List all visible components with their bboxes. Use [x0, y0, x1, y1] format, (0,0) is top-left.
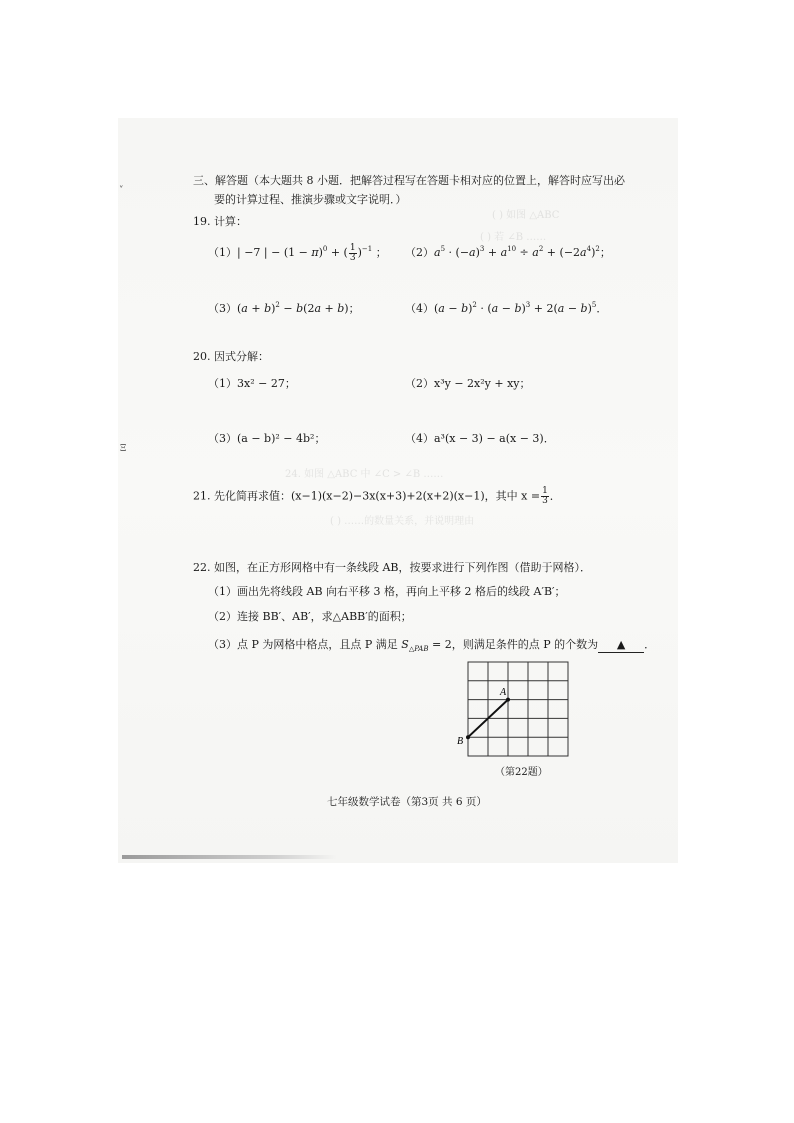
q22-part2: （2）连接 BB′、AB′，求△ABB′的面积；: [208, 610, 412, 623]
q19-part3: [208, 298, 360, 316]
q19-part4: [405, 298, 607, 316]
q20-part1: （1）3x² − 27；: [208, 377, 296, 390]
q19-part2-label: （2）: [405, 246, 434, 259]
bleed-through-text: 24. 如图 △ABC 中 ∠C > ∠B ……: [285, 469, 444, 480]
q21-fraction-den: 3: [542, 496, 548, 506]
page-footer: 七年级数学试卷（第3页 共 6 页）: [327, 796, 487, 808]
section-title-line1: 三、解答题（本大题共 8 小题．把解答过程写在答题卡相对应的位置上，解答时应写出必: [193, 174, 625, 187]
grid-lines: [468, 662, 568, 756]
q22-part3: [208, 638, 655, 656]
q19-part1-label: （1）: [208, 246, 237, 259]
answer-blank: [598, 638, 644, 653]
q19-part3-expr: $(a + b)^2 - b(2a + b)$；: [237, 301, 360, 315]
bleed-through-text: ( ) 如图 △ABC: [492, 210, 560, 221]
margin-mark: ˅: [119, 186, 124, 196]
q21-question: 21. 先化简再求值：(x−1)(x−2)−3x(x+3)+2(x+2)(x−1)，其中 x = $\frac{1}{3}$ ．: [193, 486, 561, 506]
figure-caption: （第22题）: [495, 767, 548, 778]
q20-part2: （2）x³y − 2x²y + xy；: [405, 377, 531, 390]
point-a: [506, 698, 510, 702]
section-title-line2: 要的计算过程、推演步骤或文字说明．）: [214, 193, 407, 206]
q20-part3: （3）(a − b)² − 4b²；: [208, 432, 326, 445]
q21-fraction: [541, 487, 549, 506]
q22-part3-text-b: = 2，则满足条件的点 P 的个数为: [428, 638, 599, 651]
q19-part2: [405, 242, 611, 260]
square-grid-figure: [455, 658, 575, 760]
q22-label: 22. 如图，在正方形网格中有一条线段 AB，按要求进行下列作图（借助于网格）．: [193, 561, 592, 574]
q22-area-symbol: S: [401, 638, 409, 651]
q21-text: 21. 先化简再求值：(x−1)(x−2)−3x(x+3)+2(x+2)(x−1)，其中: [193, 489, 518, 503]
bleed-through-text: ( ) 若 ∠B ……: [480, 232, 547, 243]
point-a-label: A: [500, 687, 507, 698]
q19-part4-label: （4）: [405, 302, 434, 315]
q19-part2-expr: $a^5 \cdot (-a)^3 + a^{10} \div a^2 + (-2a^4)^2$；: [434, 245, 611, 259]
q19-part4-expr: $(a - b)^2 \cdot (a - b)^3 + 2(a - b)^5$．: [434, 301, 608, 315]
q22-part3-end: ．: [644, 638, 656, 651]
q22-part3-text-a: （3）点 P 为网格中格点，且点 P 满足: [208, 638, 402, 651]
q19-part1: [208, 242, 387, 263]
triangle-icon: ▲: [616, 638, 626, 651]
q19-part1-expr: | −7 | − $(1 - \pi)^0$ + ( $\frac{1}{3}$ )$^{-1}$ ；: [237, 242, 387, 263]
q19-label: 19. 计算：: [193, 215, 247, 228]
q20-label: 20. 因式分解：: [193, 350, 269, 363]
q19-part3-label: （3）: [208, 302, 237, 315]
point-b-label: B: [457, 736, 464, 747]
q22-part1: （1）画出先将线段 AB 向右平移 3 格，再向上平移 2 格后的线段 A′B′；: [208, 585, 566, 598]
q21-x-eq: x =: [521, 489, 541, 503]
q20-part4: （4）a³(x − 3) − a(x − 3)．: [405, 432, 555, 445]
point-b: [466, 735, 470, 739]
margin-mark: Ξ: [120, 444, 127, 454]
bleed-through-text: ( ) ……的数量关系，并说明理由: [330, 516, 475, 527]
q22-area-subscript: △PAB: [408, 645, 429, 653]
q21-fraction-num: 1: [542, 486, 548, 496]
